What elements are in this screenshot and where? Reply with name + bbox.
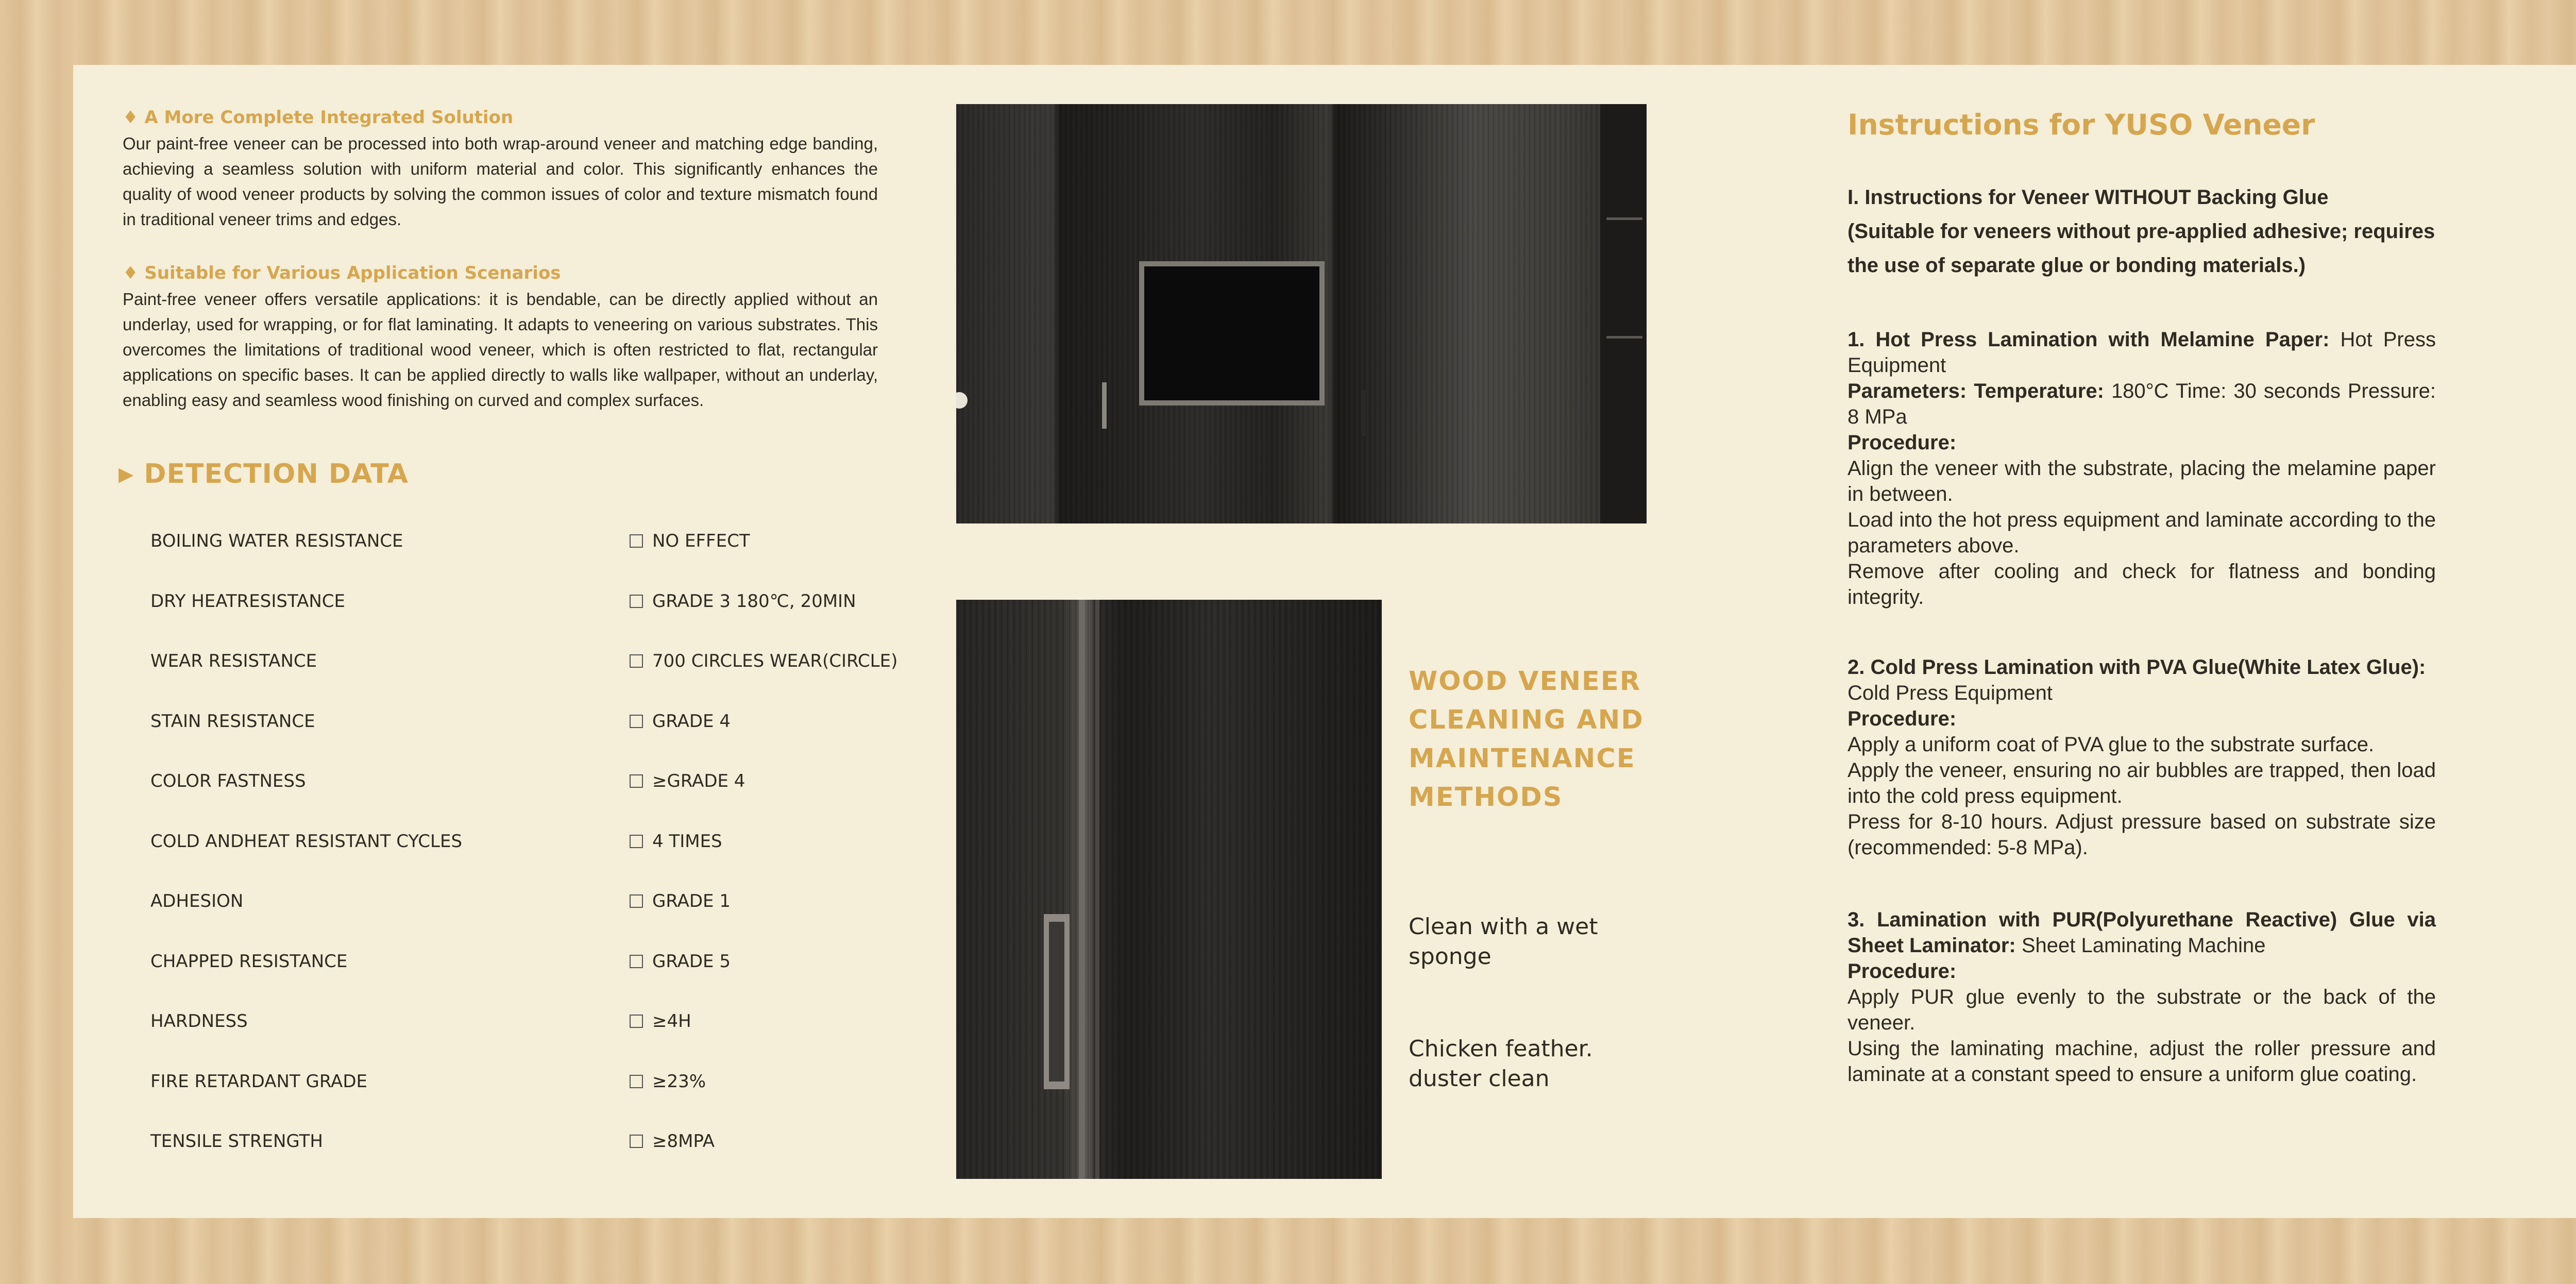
- feature-title: [123, 107, 878, 128]
- cleaning-title-line: WOOD VENEER: [1409, 666, 1641, 697]
- detection-row: [150, 651, 923, 682]
- feature-block-1: [123, 107, 878, 232]
- checkbox-icon: [630, 774, 643, 788]
- detection-label: FIRE RETARDANT GRADE: [150, 1071, 367, 1092]
- without-heading: I. Instructions for Veneer WITHOUT Backing Glue: [1848, 186, 2329, 209]
- procedure-step: Apply PUR glue evenly to the substrate or the back of the veneer.: [1848, 986, 2436, 1034]
- method-equipment: Hot Press Equipment: [1848, 328, 2436, 377]
- detection-value: [630, 831, 722, 852]
- detection-value-text: 4 TIMES: [652, 831, 722, 852]
- diamond-bullet-icon: ♦: [123, 107, 139, 128]
- detection-value-text: NO EFFECT: [652, 531, 750, 551]
- checkbox-icon: [630, 894, 643, 908]
- detection-value-text: ≥23%: [652, 1071, 706, 1092]
- detection-row: [150, 711, 923, 742]
- procedure-step: Remove after cooling and check for flatness and bonding integrity.: [1848, 560, 2436, 609]
- detection-value: [630, 771, 745, 791]
- procedure-step: Align the veneer with the substrate, placing the melamine paper in between.: [1848, 457, 2436, 505]
- detection-value-text: ≥4H: [652, 1011, 691, 1032]
- cleaning-item-line: duster clean: [1409, 1066, 1550, 1092]
- cleaning-title-line: CLEANING AND: [1409, 705, 1644, 735]
- method-title: 3. Lamination with PUR(Polyurethane Reactive) Glue via Sheet Laminator:: [1848, 908, 2436, 957]
- detection-value: [630, 651, 897, 671]
- detection-value: [630, 1131, 715, 1152]
- detection-row: [150, 1131, 923, 1162]
- cleaning-item-line: Chicken feather.: [1409, 1036, 1593, 1062]
- detection-value-text: GRADE 3 180℃, 20MIN: [652, 590, 856, 612]
- wardrobe-photo: [956, 104, 1647, 523]
- method-equipment: Cold Press Equipment: [1848, 682, 2053, 704]
- without-subheading: (Suitable for veneers without pre-applied adhesive; requires the use of separate glue or bonding materials.): [1848, 220, 2435, 277]
- checkbox-icon: [630, 654, 643, 668]
- checkbox-icon: [630, 595, 643, 608]
- params-value: 180°C Time: 30 seconds Pressure: 8 MPa: [1848, 380, 2436, 428]
- detection-row: [150, 891, 923, 922]
- checkbox-icon: [630, 955, 643, 968]
- detection-title-text: DETECTION DATA: [144, 459, 409, 489]
- detection-row: [150, 831, 923, 862]
- detection-value-text: ≥8MPA: [652, 1131, 715, 1152]
- detection-row: [150, 1071, 923, 1102]
- procedure-step: Using the laminating machine, adjust the roller pressure and laminate at a constant speed to ensure a uniform glue coating.: [1848, 1037, 2436, 1086]
- detection-value: [630, 1071, 706, 1092]
- detection-value: [630, 951, 731, 972]
- detection-label: COLD ANDHEAT RESISTANT CYCLES: [150, 831, 463, 852]
- feature-text: Our paint-free veneer can be processed into both wrap-around veneer and matching edge banding, achieving a seamless solution with uniform material and color. This significantly enhances the quality of wood veneer products by solving the common issues of color and texture mismatch found in traditional veneer trims and edges.: [123, 134, 878, 229]
- detection-row: [150, 531, 923, 562]
- detection-value: [630, 711, 731, 732]
- detection-label: WEAR RESISTANCE: [150, 651, 317, 671]
- feature-title-text: A More Complete Integrated Solution: [144, 107, 514, 128]
- procedure-label: Procedure:: [1848, 431, 1957, 454]
- detection-value: [630, 1011, 691, 1032]
- without-glue-section: [1848, 180, 2436, 1087]
- detection-label: TENSILE STRENGTH: [150, 1131, 323, 1152]
- door-illustration: [956, 600, 1382, 1179]
- detection-value-text: GRADE 4: [652, 711, 731, 732]
- method-title: 1. Hot Press Lamination with Melamine Paper:: [1848, 328, 2330, 351]
- detection-label: DRY HEATRESISTANCE: [150, 590, 345, 612]
- detection-label: CHAPPED RESISTANCE: [150, 951, 348, 972]
- detection-value: [630, 591, 856, 612]
- checkbox-icon: [630, 715, 643, 728]
- detection-label: ADHESION: [150, 891, 244, 911]
- feature-block-2: [123, 263, 878, 413]
- params-label: Parameters: Temperature:: [1848, 380, 2104, 402]
- detection-title: [118, 459, 409, 489]
- detection-value-text: 700 CIRCLES WEAR(CIRCLE): [652, 651, 898, 671]
- checkbox-icon: [630, 534, 643, 548]
- checkbox-icon: [630, 1135, 643, 1148]
- method-cold-press-pva: [1848, 654, 2436, 860]
- wardrobe-illustration: [956, 104, 1647, 523]
- diamond-bullet-icon: ♦: [123, 263, 139, 283]
- feature-title-text: Suitable for Various Application Scenarios: [144, 263, 561, 283]
- feature-text: Paint-free veneer offers versatile applications: it is bendable, can be directly applied without an underlay, used for wrapping, or for flat laminating. It adapts to veneering on various substrates. This overcomes the limitations of traditional wood veneer, which is often restricted to flat, rectangular applications on specific bases. It can be applied directly to walls like wallpaper, without an underlay, enabling easy and seamless wood finishing on curved and complex surfaces.: [123, 290, 878, 410]
- procedure-step: Load into the hot press equipment and laminate according to the parameters above.: [1848, 509, 2436, 557]
- cleaning-item: [1409, 1034, 1593, 1094]
- detection-value: [630, 531, 750, 551]
- method-hot-press-melamine: [1848, 327, 2436, 610]
- detection-value-text: GRADE 1: [652, 891, 731, 911]
- detection-value: [630, 891, 731, 911]
- method-pur-laminator: [1848, 907, 2436, 1087]
- cleaning-title-line: MAINTENANCE: [1409, 744, 1636, 774]
- cleaning-item-line: Clean with a wet: [1409, 914, 1598, 940]
- instructions-title: Instructions for YUSO Veneer: [1848, 108, 2315, 141]
- detection-value-text: ≥GRADE 4: [652, 771, 745, 791]
- detection-value-text: GRADE 5: [652, 951, 731, 972]
- method-title: 2. Cold Press Lamination with PVA Glue(White Latex Glue):: [1848, 656, 2426, 679]
- detection-label: BOILING WATER RESISTANCE: [150, 531, 403, 551]
- detection-row: [150, 951, 923, 982]
- cleaning-title: [1409, 662, 1644, 817]
- checkbox-icon: [630, 1015, 643, 1028]
- procedure-label: Procedure:: [1848, 960, 1957, 983]
- checkbox-icon: [630, 835, 643, 848]
- play-triangle-icon: ▶: [118, 463, 134, 485]
- detection-row: [150, 771, 923, 802]
- procedure-step: Press for 8-10 hours. Adjust pressure based on substrate size (recommended: 5-8 MPa).: [1848, 810, 2436, 859]
- procedure-step: Apply the veneer, ensuring no air bubbles are trapped, then load into the cold press equipment.: [1848, 759, 2436, 807]
- cleaning-item: [1409, 912, 1598, 972]
- door-photo: [956, 600, 1382, 1179]
- cleaning-title-line: METHODS: [1409, 782, 1563, 813]
- detection-row: [150, 1011, 923, 1042]
- detection-label: STAIN RESISTANCE: [150, 711, 315, 732]
- cleaning-item-line: sponge: [1409, 943, 1492, 970]
- procedure-label: Procedure:: [1848, 707, 1957, 730]
- method-equipment: Sheet Laminating Machine: [2021, 934, 2266, 957]
- procedure-step: Apply a uniform coat of PVA glue to the substrate surface.: [1848, 733, 2375, 756]
- detection-label: COLOR FASTNESS: [150, 771, 306, 791]
- feature-title: [123, 263, 878, 283]
- checkbox-icon: [630, 1075, 643, 1088]
- detection-label: HARDNESS: [150, 1011, 248, 1032]
- detection-row: [150, 591, 923, 622]
